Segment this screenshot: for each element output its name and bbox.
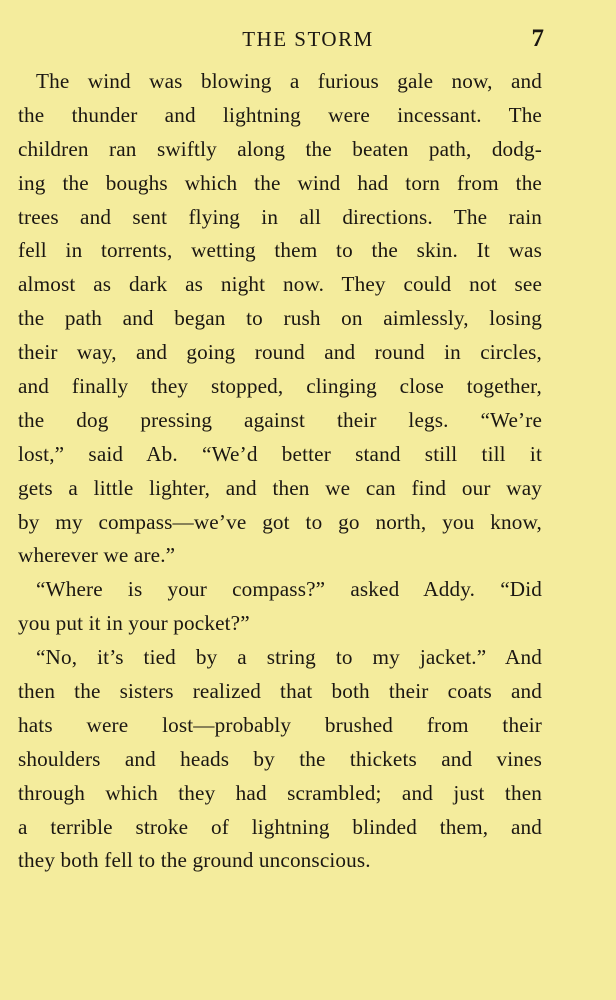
text-line: shoulders and heads by the thickets and vines (18, 746, 542, 771)
text-line: they both fell to the ground unconscious. (18, 848, 371, 873)
text-line: then the sisters realized that both their coats and (18, 679, 542, 704)
text-line: almost as dark as night now. They could not see (18, 272, 542, 297)
text-line: their way, and going round and round in circles, (18, 340, 542, 365)
text-line: a terrible stroke of lightning blinded them, and (18, 814, 542, 839)
text-line: by my compass—we’ve got to go north, you know, (18, 509, 542, 534)
text-line: hats were lost—probably brushed from their (18, 712, 542, 737)
text-line: ing the boughs which the wind had torn from the (18, 170, 542, 195)
text-line: The wind was blowing a furious gale now, and (36, 69, 542, 93)
text-line: the path and began to rush on aimlessly, losing (18, 306, 542, 331)
text-line: and finally they stopped, clinging close together, (18, 374, 542, 399)
text-line: the thunder and lightning were incessant. The (18, 102, 542, 127)
text-line: wherever we are.” (18, 543, 176, 568)
text-line: the dog pressing against their legs. “We’re (18, 407, 542, 432)
text-line: through which they had scrambled; and just then (18, 780, 542, 805)
body-text (18, 65, 542, 878)
chapter-title: THE STORM (242, 27, 374, 51)
text-line: you put it in your pocket?” (18, 611, 250, 636)
text-line: trees and sent flying in all directions. The rain (18, 204, 542, 229)
text-line: children ran swiftly along the beaten path, dodg- (18, 136, 542, 161)
text-line: “Where is your compass?” asked Addy. “Did (36, 577, 542, 602)
text-line: “No, it’s tied by a string to my jacket.” And (36, 645, 542, 670)
text-line: fell in torrents, wetting them to the skin. It was (18, 238, 542, 263)
text-line: gets a little lighter, and then we can find our way (18, 475, 542, 500)
running-head (0, 24, 616, 54)
text-line: lost,” said Ab. “We’d better stand still till it (18, 441, 542, 466)
page-number: 7 (531, 25, 544, 52)
